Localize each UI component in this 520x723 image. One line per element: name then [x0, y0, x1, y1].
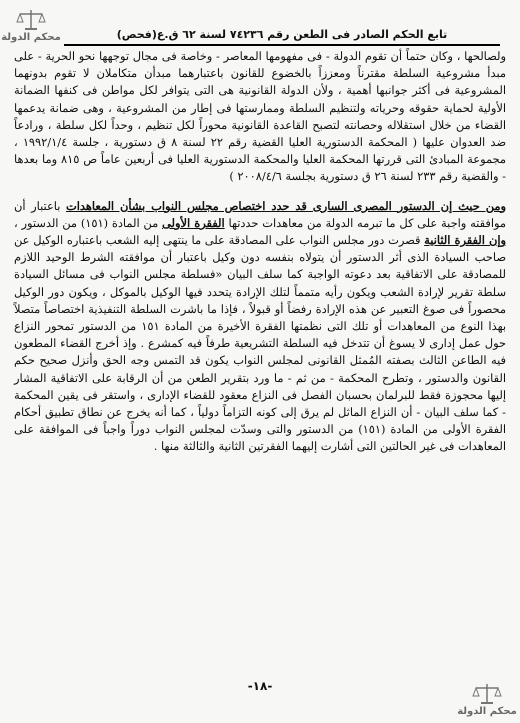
scales-icon [15, 8, 47, 32]
paragraph-parliament-competence [14, 198, 506, 456]
document-body [14, 48, 506, 456]
scales-icon [471, 682, 503, 706]
watermark-logo [1, 3, 61, 43]
paragraph-constitutional-principles: ولصالحها ، وكان حتماً أن تقوم الدولة - فى مفهومها المعاصر - وخاصة فى مجال توجهها نحو الحرية - على مبدأ مشروعية السلطة مقترناً ومعززاً بالخضوع للقانون باعتبارهما مبدأن متكاملان لا تقوم بدونهما المشروعية فى أكثر جوانبها أهمية ، ولأن الدولة القانونية هى التى يتوافر لكل مواطن فى كنفها الضمانة الأولية لحماية حقوقه وحرياته ولتنظيم السلطة وممارستها فى إطار من المشروعية ، وهى ضمانة يدعمها القضاء من خلال استقلاله وحصانته لتصبح القاعدة القانونية محوراً لكل تنظيم ، وحداً لكل سلطة ، ورادعاً ضد العدوان عليها ( المحكمة الدستورية العليا القضية رقم ٢٢ لسنة ٨ ق دستورية ، جلسة ١٩٩٢/١/٤ ، مجموعة المبادئ التى قررتها المحكمة العليا والمحكمة الدستورية العليا فى أربعين عاماً ص ٨١٥ وما بعدها - والقضية رقم ٢٣٣ لسنة ٢٦ ق دستورية بجلسة ٢٠٠٨/٤/٦ ) [14, 49, 507, 184]
watermark-logo [457, 677, 517, 717]
page-number: -١٨- [247, 679, 273, 693]
section-heading: ومن حيث إن الدستور المصرى السارى قد حدد اختصاص مجلس النواب بشأن المعاهدات [66, 198, 506, 213]
paragraph-text: قصرت دور مجلس النواب على المصادقة على ما ينتهى إليه الشعب باعتباره الوكيل عن صاحب السيادة الذى أثر الدستور أن يتولاه بنفسه دون وكيل باعتبار أن موافقته الشرط الوحيد اللازم للمصادقة على الاتفاقية بعد دعوته الواجبة كما سلف البيان «فسلطة مجلس النواب فى مسائل السيادة سلطة تقرير لإرادة الشعب ويكون رأيه متمماً لتلك الإرادة يتحدد فيها الوكيل بالموكل ، ويكون دور الوكيل محصوراً فى صوغ التعبير عن هذه الإرادة رفضاً أو قبولاً ، فإذا ما باشرت السلطة التنفيذية اختصاصاً متصلاً بهذا النوع من المعاهدات أو تلك التى نظمتها الفقرة الأخيرة من المادة ١٥١ من الدستور تمحور النزاع حول عمل إدارى لا يسوغ أن تتدخل فيه السلطة التشريعية طرفاً فيه كمشرع . وإذ أخرج القضاء المطعون فيه الطاعن الثالث بصفته المُمثل القانونى لمجلس النواب يكون قد التمس وجه الحق وأنزل صحيح حكم القانون والدستور ، وتطرح المحكمة - من ثم - ما ورد بتقرير الطعن من أن الرقابة على الاتفاقية المشار إليها محجوزة فقط للبرلمان بحسبان الفصل فى النزاع معقود للقضاء الإدارى ، واستقر فى يقين المحكمة - كما سلف البيان - أن النزاع الماثل لم يرق إلى كونه التزاماً دولياً ، كما أنه يخرج عن نطاق تطبيق أحكام الفقرة الأولى من المادة (١٥١) من الدستور والتى وسدّت لمجلس النواب دوراً واجباً فى الموافقة على المعاهدات فى غير الحالتين التى أشارت إليهما الفقرتين الثانية والثالثة منها . [14, 233, 507, 454]
page-header: تابع الحكم الصادر فى الطعن رقم ٧٤٢٣٦ لسنة ٦٢ ق.ع(فحص) [64, 28, 500, 46]
underlined-term: وإن الفقرة الثانية [424, 233, 506, 248]
logo-text: محكم الدولة [1, 32, 61, 43]
logo-text: محكم الدولة [457, 706, 517, 717]
underlined-term: الفقرة الأولى [161, 215, 225, 230]
paragraph-text: من المادة (١٥١) من الدستور ، [14, 215, 162, 230]
paragraph-text: باعتبار أن موافقته واجبة على كل ما تبرمه الدولة من معاهدات حددتها [14, 198, 506, 230]
